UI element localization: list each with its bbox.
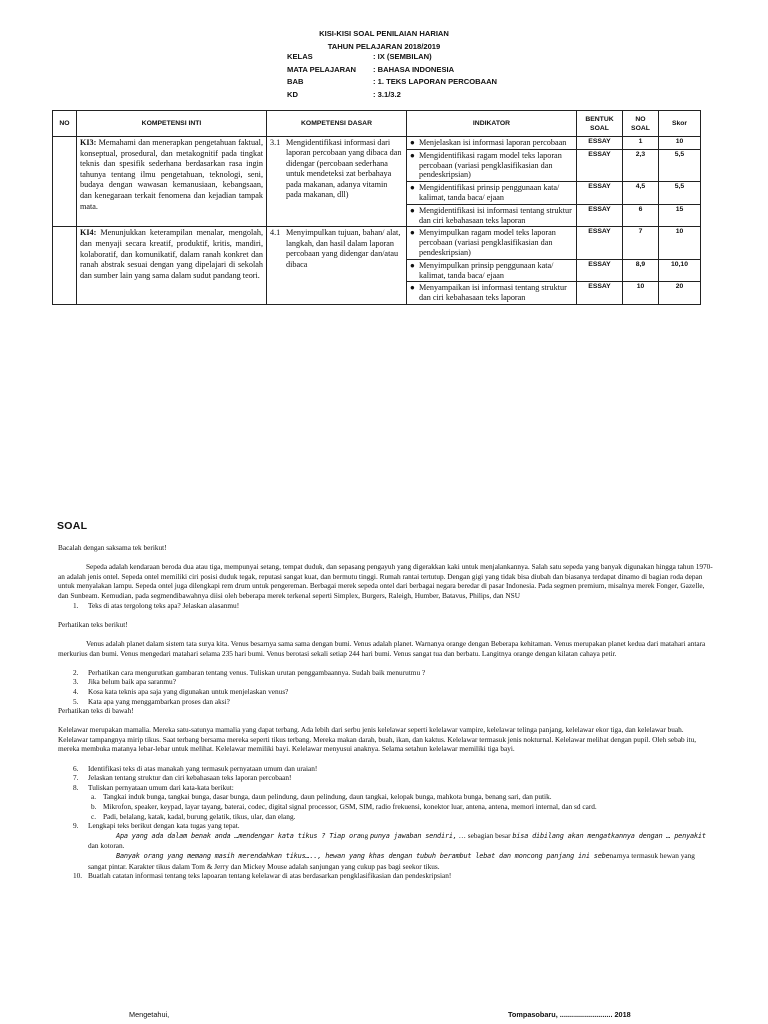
title-line-1: KISI-KISI SOAL PENILAIAN HARIAN [319,29,449,38]
paragraph-sepeda: Sepeda adalah kendaraan beroda dua atau tiga, mempunyai setang, tempat duduk, dan sepasang pengayuh yang digerakkan kaki untuk menjalankannya. Salah satu sepeda yang banyak digunakan hingga tahun 1970-an adalah jenis ontel. Sepeda ontel memiliki ciri posisi duduk tegak, reputasi sangat kuat, dan bermutu tinggi. Rumah rantai tertutup. Dengan gigi yang tidak bisa diubah dan biasanya terdapat dinamo di bagian roda depan untuk menyalakan lampu. Sepeda ontel juga dilengkapi rem drum untuk pengereman. Berbagai merek sepeda ontel dari berbagai negara beredar di pasar Indonesia. Pada segmen premium, misalnya merek Fonger, Gazelle, dan Sunbeam. Kemudian, pada segmendibawahnya diisi oleh beberapa merek terkenal seperti Simplex, Burgers, Raleigh, Humber, Batavus, Philips, dan NSU [58,562,713,600]
question-9-text-line-2: dan kotoran. [88,841,125,851]
col-kompetensi-inti: KOMPETENSI INTI [77,111,267,137]
meta-kelas: KELAS : IX (SEMBILAN) [287,52,432,61]
meta-bab: BAB : 1. TEKS LAPORAN PERCOBAAN [287,77,498,86]
bullet-icon: ● [410,205,415,215]
ki3-cell: KI3: Memahami dan menerapkan pengetahuan faktual, konseptual, prosedural, dan metakognitif pada tingkat teknis dan spesifik sederhana berdasarkan rasa ingin tahunya tentang ilmu pengetahuan, teknologi, seni, budaya dengan wawasan kemanusiaan, kebangsaan, dan kenegaraan terkait fenomena dan kejadian tampak mata. [77,137,267,227]
question-8: 8. Tuliskan pernyataan umum dari kata-kata berikut: [73,782,234,792]
form-cell: ESSAY [577,259,623,282]
no-soal-cell: 7 [623,227,659,259]
soal-section [58,543,714,881]
question-1: 1. Teks di atas tergolong teks apa? Jelaskan alasanmu! [73,600,240,610]
no-soal-cell: 10 [623,282,659,305]
ki4-cell: KI4: Menunjukkan keterampilan menalar, mengolah, dan menyaji secara kreatif, produktif, kritis, mandiri, kolaboratif, dan komunikatif, dalam ranah konkret dan ranah abstrak sesuai dengan yang dipelajari di sekolah dan sumber lain yang sama dalam sudut pandang teori. [77,227,267,305]
soal-intro-3: Perhatikan teks di bawah! [58,706,134,716]
kisi-kisi-table [52,110,701,305]
question-8c: c. Padi, belalang, katak, kadal, burung gelatik, tikus, ular, dan elang. [91,811,296,821]
soal-intro-2: Perhatikan teks berikut! [58,619,128,629]
bullet-icon: ● [410,138,415,147]
no-soal-cell: 2,3 [623,149,659,181]
signature-left-label: Mengetahui, [129,1010,170,1019]
bullet-icon: ● [410,150,415,160]
meta-kd: KD : 3.1/3.2 [287,89,401,99]
skor-cell: 10,10 [659,259,701,282]
kd-4-1-cell: 4.1 Menyimpulkan tujuan, bahan/ alat, langkah, dan hasil dalam laporan percobaan yang didengar dan/atau dibaca [267,227,407,305]
document-title [0,27,768,53]
col-kompetensi-dasar: KOMPETENSI DASAR [267,111,407,137]
question-10: 10. Buatlah catatan informasi tentang teks lapoaran tentang kelelawar di atas berdasarkan pengklasifikasian dan pendeskripsian! [73,871,452,881]
question-9: 9. Lengkapi teks berikut dengan kata tugas yang tepat. [73,821,240,831]
col-skor: Skor [659,111,701,137]
col-no: NO [53,111,77,137]
title-line-2: TAHUN PELAJARAN 2018/2019 [327,42,441,51]
indicator-cell: ● Menjelaskan isi informasi laporan percobaan [407,137,577,150]
no-soal-cell: 8,9 [623,259,659,282]
form-cell: ESSAY [577,204,623,227]
indicator-cell: ● Mengidentifikasi prinsip penggunaan kata/ kalimat, tanda baca/ ejaan [407,182,577,205]
indicator-cell: ● Mengidentifikasi ragam model teks laporan percobaan (variasi pengklasifikasian dan pendeskripsian) [407,149,577,181]
form-cell: ESSAY [577,282,623,305]
bullet-icon: ● [410,183,415,193]
question-3: 3. Jika belum baik apa saranmu? [73,677,176,687]
table-row [53,137,701,150]
skor-cell: 15 [659,204,701,227]
soal-heading: SOAL [57,520,88,532]
question-7: 7. Jelaskan tentang struktur dan ciri kebahasaan teks laporan percobaan! [73,773,292,783]
skor-cell: 10 [659,227,701,259]
indicator-cell: ● Menyampaikan isi informasi tentang struktur dan ciri kebahasaan teks laporan [407,282,577,305]
col-no-soal: NO SOAL [623,111,659,137]
soal-intro: Bacalah dengan saksama tek berikut! [58,543,167,552]
no-soal-cell: 4,5 [623,182,659,205]
bullet-icon: ● [410,260,415,270]
question-6: 6. Identifikasi teks di atas manakah yang termasuk pernyataan umum dan uraian! [73,763,318,773]
indicator-cell: ● Mengidentifikasi isi informasi tentang struktur dan ciri kebahasaan teks laporan [407,204,577,227]
skor-cell: 10 [659,137,701,150]
indicator-cell: ● Menyimpulkan prinsip penggunaan kata/ kalimat, tanda baca/ ejaan [407,259,577,282]
skor-cell: 5,5 [659,149,701,181]
cell-no [53,137,77,227]
question-8b: b. Mikrofon, speaker, keypad, layar tayang, baterai, codec, digital signal processor, GSM, SIM, radio frekuensi, konektor luar, antena, antena, memori internal, dan sd card. [91,802,597,812]
signature-right-place-date: Tompasobaru, .......................... 2018 [508,1010,631,1019]
meta-mapel: MATA PELAJARAN : BAHASA INDONESIA [287,64,455,74]
paragraph-kelelawar: Kelelawar merupakan mamalia. Mereka satu-satunya mamalia yang dapat terbang. Ada lebih dari serbu jenis kelelawar seperti kelelawar vampire, kelelawar telinga panjang, kelelawar ekor tiga, dan kelelawar buah. Kelelawar tampangnya mirip tikus. Saat terbang bersama mereka seperti tikus terbang. Mereka makan darah, buah, ikan, dan kaktus. Kelelawar termasuk jenis nokturnal. Kelelawar melihat dengan pupil. Oleh sebab itu, mereka membuka matanya lebar-lebar untuk melihat. Kelelawar memiliki bayi. Kelelawar menyusui anaknya. Selama setahun kelelawar memiliki tiga bayi. [58,725,697,754]
col-bentuk-soal: BENTUK SOAL [577,111,623,137]
question-9-text-line-4: sangat pintar. Karakter tikus dalam Tom & Jerry dan Mickey Mouse adalah sanjungan yang cukup pas bagi seekor tikus. [88,861,440,871]
no-soal-cell: 6 [623,204,659,227]
bullet-icon: ● [410,228,415,238]
paragraph-venus: Venus adalah planet dalam sistem tata surya kita. Venus besarnya sama sama dengan bumi. Venus adalah planet. Warnanya orange dengan Beberapa kehitaman. Venus merupakan planet kedua dari matahari antara merkurius dan bumi. Venus mengedari matahari selama 235 hari bumi. Venus berotasi sekali setiap 244 hari bumi. Venus sangat tua dan berbatu. Langitnya orange dengan kilatan cahaya petir. [58,638,706,658]
no-soal-cell: 1 [623,137,659,150]
table-row [53,227,701,259]
skor-cell: 5,5 [659,182,701,205]
question-4: 4. Kosa kata teknis apa saja yang digunakan untuk menjelaskan venus? [73,686,289,696]
skor-cell: 20 [659,282,701,305]
question-9-text-line-1: Apa yang ada dalam benak anda …mendengar kata tikus ? Tiap orang punya jawaban sendiri, … sebagian besar bisa dibilang akan mengatkannya dengan … penyakit [116,830,706,840]
table-header-row [53,111,701,137]
form-cell: ESSAY [577,149,623,181]
question-8a: a. Tangkai induk bunga, tangkai bunga, dasar bunga, daun pelindung, daun pelindung, daun tangkai, kelopak bunga, mahkota bunga, benang sari, dan putik. [91,792,552,802]
kd-3-1-cell: 3.1 Mengidentifikasi informasi dari laporan percobaan yang dibaca dan didengar (percobaan sederhana untuk mendeteksi zat berbahaya pada makanan, adanya vitamin pada makanan, dll) [267,137,407,227]
question-5: 5. Kata apa yang menggambarkan proses dan aksi? [73,696,230,706]
indicator-cell: ● Menyimpulkan ragam model teks laporan percobaan (variasi pengklasifikasian dan pendeskripsian) [407,227,577,259]
header-meta [287,51,497,101]
cell-no [53,227,77,305]
question-9-text-line-3: Banyak orang yang memang masih merendahkan tikus….., hewan yang khas dengan tubuh berambut lebat dan moncong panjang ini sebenarnya termasuk hewan yang [116,851,695,860]
form-cell: ESSAY [577,227,623,259]
form-cell: ESSAY [577,137,623,150]
form-cell: ESSAY [577,182,623,205]
question-2: 2. Perhatikan cara mengurutkan gambaran tentang venus. Tuliskan urutan penggambaannya. Sudah baik menurutmu ? [73,667,426,677]
bullet-icon: ● [410,283,415,293]
col-indikator: INDIKATOR [407,111,577,137]
